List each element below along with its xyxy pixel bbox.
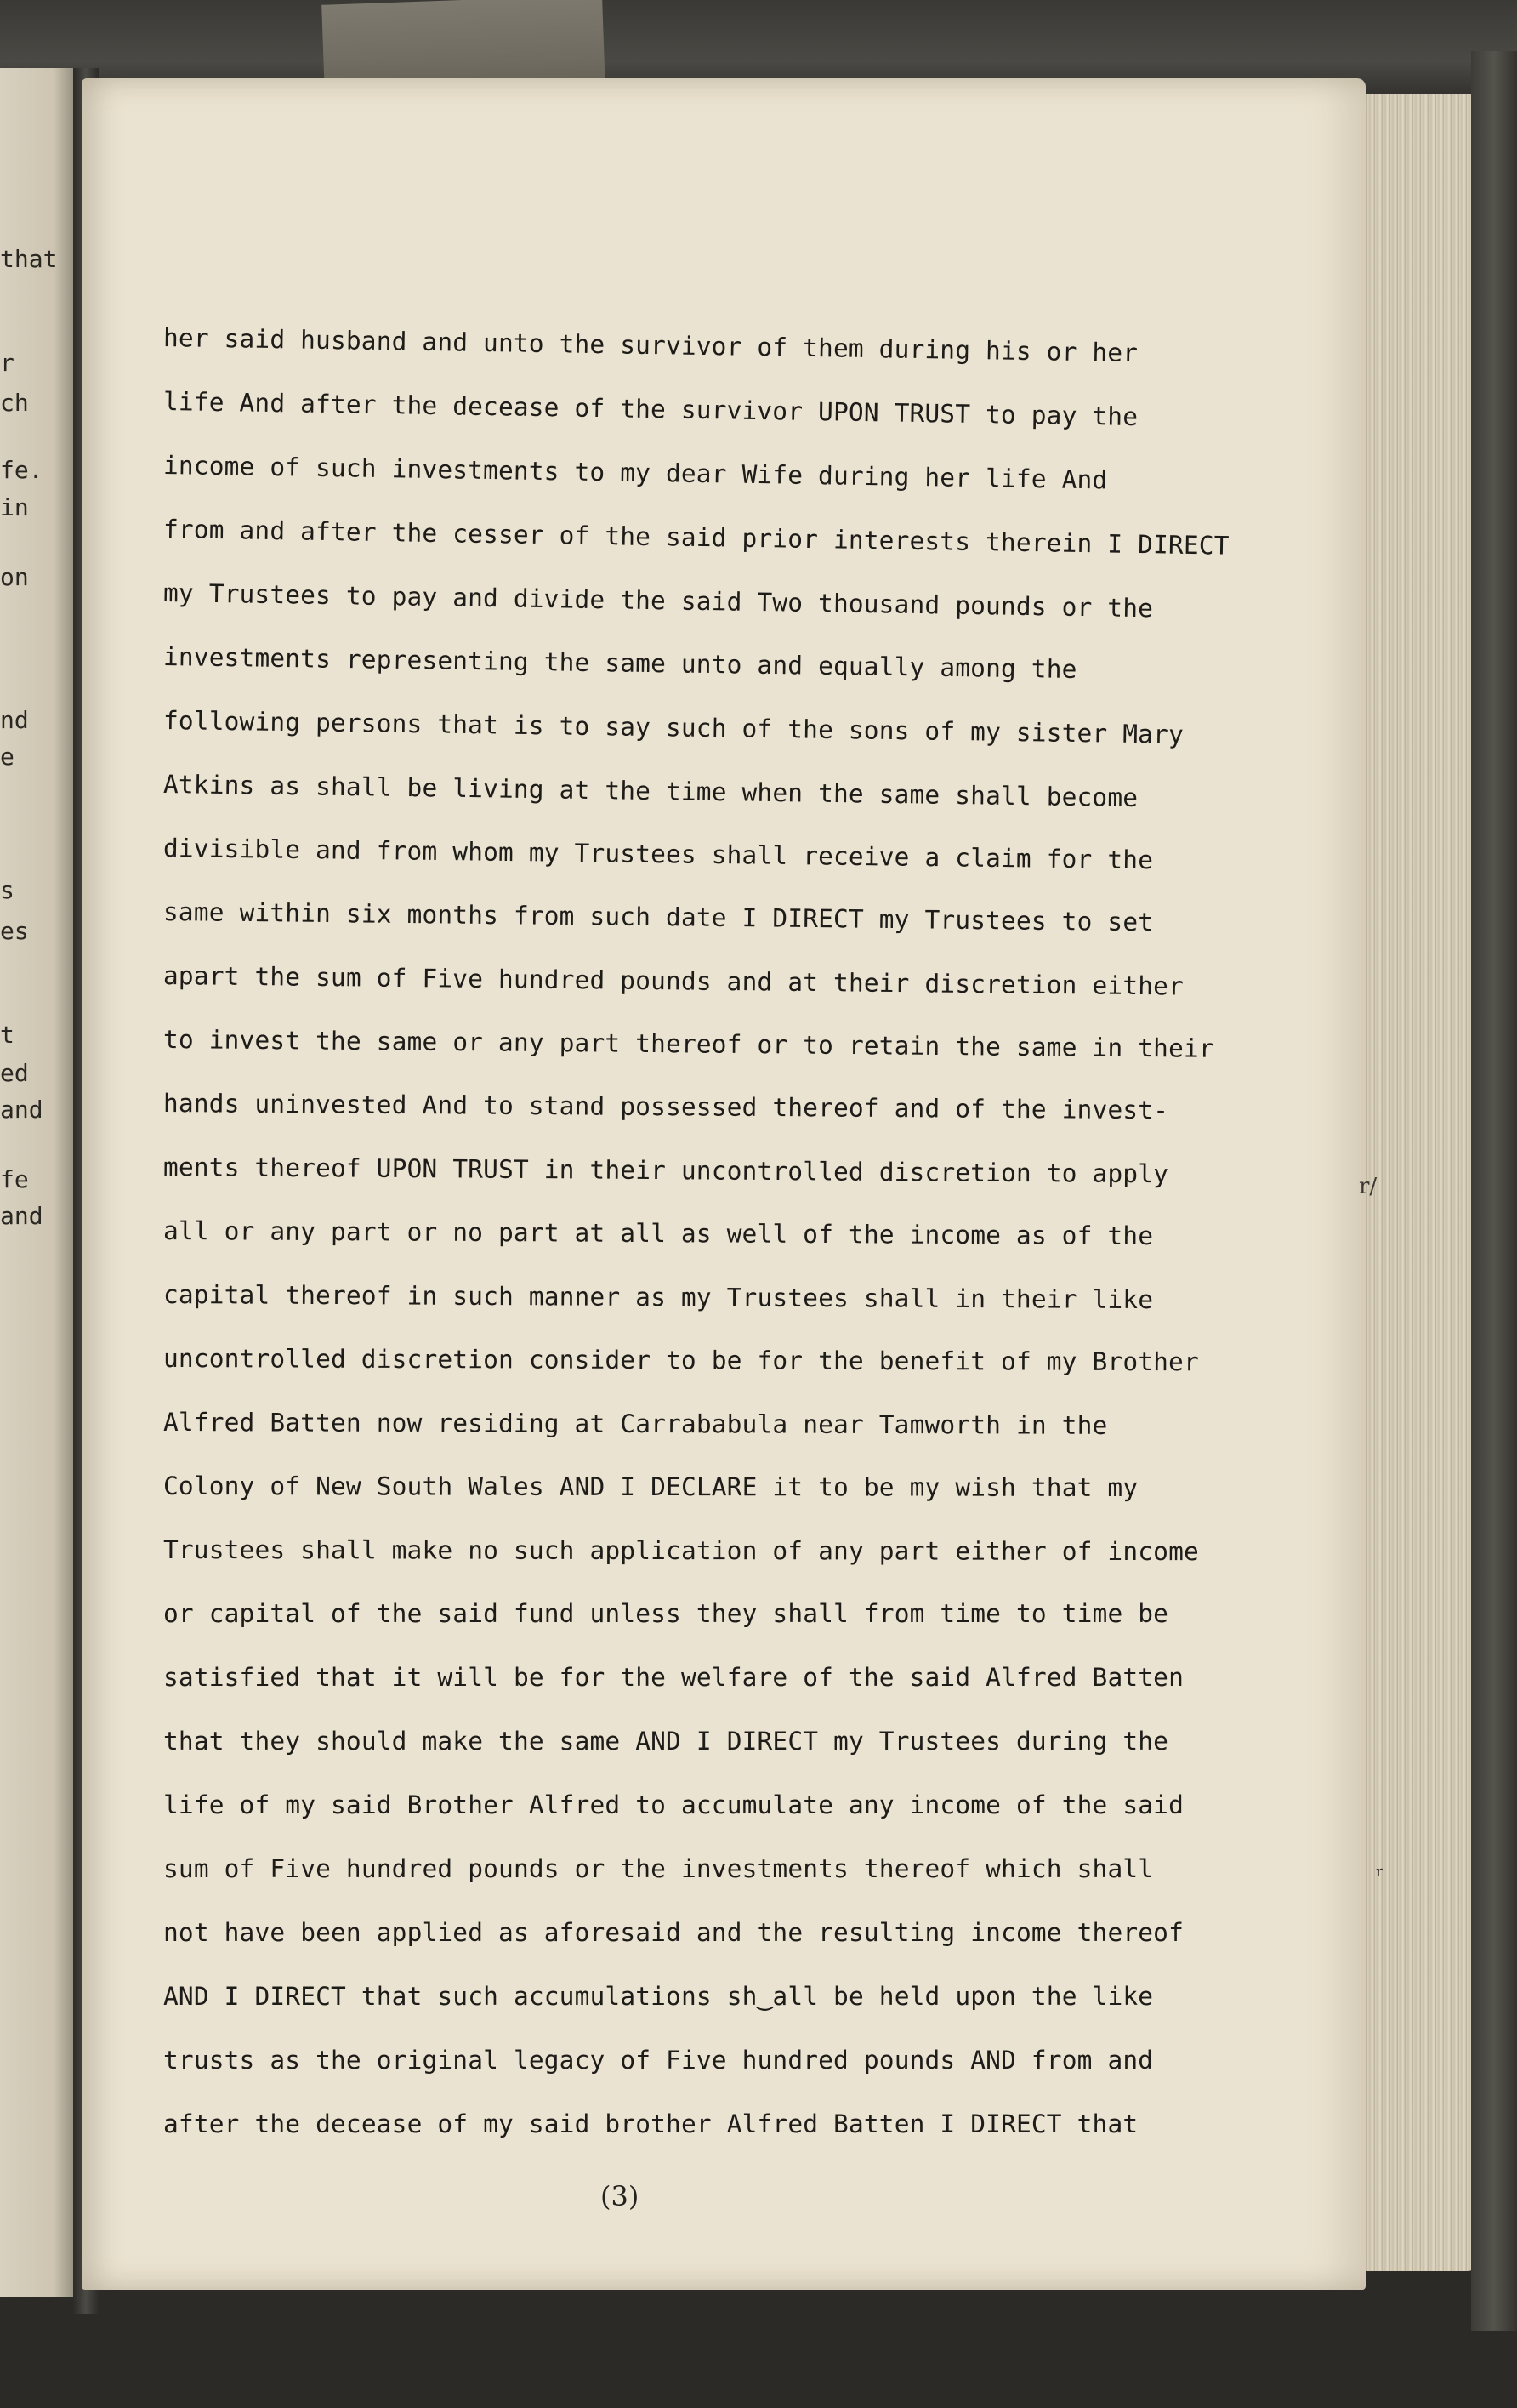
text-line: after the decease of my said brother Alfred Batten I DIRECT that xyxy=(163,2109,1139,2138)
previous-page-fragment: ed xyxy=(0,1059,29,1087)
text-line: her said husband and unto the survivor of them during his or her xyxy=(162,323,1139,368)
previous-page-fragment: t xyxy=(0,1021,14,1049)
previous-page-fragment: s xyxy=(0,876,14,904)
book-cover-right xyxy=(1471,51,1517,2331)
previous-page-fragment: that xyxy=(0,245,58,273)
previous-page-fragment: e xyxy=(0,743,14,771)
text-line: apart the sum of Five hundred pounds and at their discretion either xyxy=(162,961,1185,1001)
text-line: all or any part or no part at all as well of the income as of the xyxy=(162,1216,1154,1251)
text-line: from and after the cesser of the said prior interests therein I DIRECT xyxy=(162,515,1230,561)
previous-page-fragment: in xyxy=(0,493,29,521)
previous-page-fragment: on xyxy=(0,563,29,591)
text-line: Atkins as shall be living at the time when the same shall become xyxy=(162,770,1139,813)
previous-page-edge xyxy=(0,68,77,2297)
margin-annotation: r/ xyxy=(1359,1174,1378,1199)
text-line: sum of Five hundred pounds or the investments thereof which shall xyxy=(163,1854,1154,1883)
text-line: divisible and from whom my Trustees shall receive a claim for the xyxy=(162,834,1154,875)
text-line: trusts as the original legacy of Five hundred pounds AND from and xyxy=(163,2046,1154,2075)
previous-page-fragment: and xyxy=(0,1096,43,1124)
text-line: Alfred Batten now residing at Carrababula near Tamworth in the xyxy=(162,1408,1108,1440)
text-line: Colony of New South Wales AND I DECLARE it to be my wish that my xyxy=(162,1472,1139,1503)
text-line: that they should make the same AND I DIRECT my Trustees during the xyxy=(163,1727,1169,1756)
text-line: not have been applied as aforesaid and the resulting income thereof xyxy=(163,1918,1185,1947)
text-line: hands uninvested And to stand possessed thereof and of the invest- xyxy=(162,1089,1169,1125)
text-line: same within six months from such date I DIRECT my Trustees to set xyxy=(162,897,1154,937)
previous-page-fragment: es xyxy=(0,917,29,945)
text-line: Trustees shall make no such application of any part either of income xyxy=(162,1535,1199,1567)
page-number: (3) xyxy=(600,2180,639,2212)
previous-page-fragment: fe xyxy=(0,1165,29,1193)
margin-annotation: r xyxy=(1376,1863,1383,1881)
previous-page-fragment: r xyxy=(0,349,14,377)
text-line: to invest the same or any part thereof or to retain the same in their xyxy=(162,1025,1214,1063)
text-line: satisfied that it will be for the welfare of the said Alfred Batten xyxy=(163,1663,1185,1692)
text-line: uncontrolled discretion consider to be for the benefit of my Brother xyxy=(162,1344,1199,1377)
text-line: capital thereof in such manner as my Trustees shall in their like xyxy=(162,1280,1154,1315)
previous-page-fragment: fe. xyxy=(0,456,43,484)
text-line: investments representing the same unto and equally among the xyxy=(162,642,1077,685)
previous-page-fragment: and xyxy=(0,1202,43,1230)
previous-page-fragment: ch xyxy=(0,389,29,417)
previous-page-fragment: nd xyxy=(0,706,29,734)
typewritten-text xyxy=(163,306,1345,2156)
text-line: my Trustees to pay and divide the said Two thousand pounds or the xyxy=(162,578,1154,623)
text-line: income of such investments to my dear Wife during her life And xyxy=(162,451,1108,495)
text-line: life of my said Brother Alfred to accumulate any income of the said xyxy=(163,1790,1185,1819)
text-line: life And after the decease of the survivor UPON TRUST to pay the xyxy=(162,387,1139,432)
text-line: AND I DIRECT that such accumulations sh‿all be held upon the like xyxy=(163,1982,1154,2011)
text-line: ments thereof UPON TRUST in their uncontrolled discretion to apply xyxy=(162,1153,1169,1189)
text-line: or capital of the said fund unless they shall from time to time be xyxy=(163,1599,1169,1628)
text-line: following persons that is to say such of the sons of my sister Mary xyxy=(162,706,1185,749)
